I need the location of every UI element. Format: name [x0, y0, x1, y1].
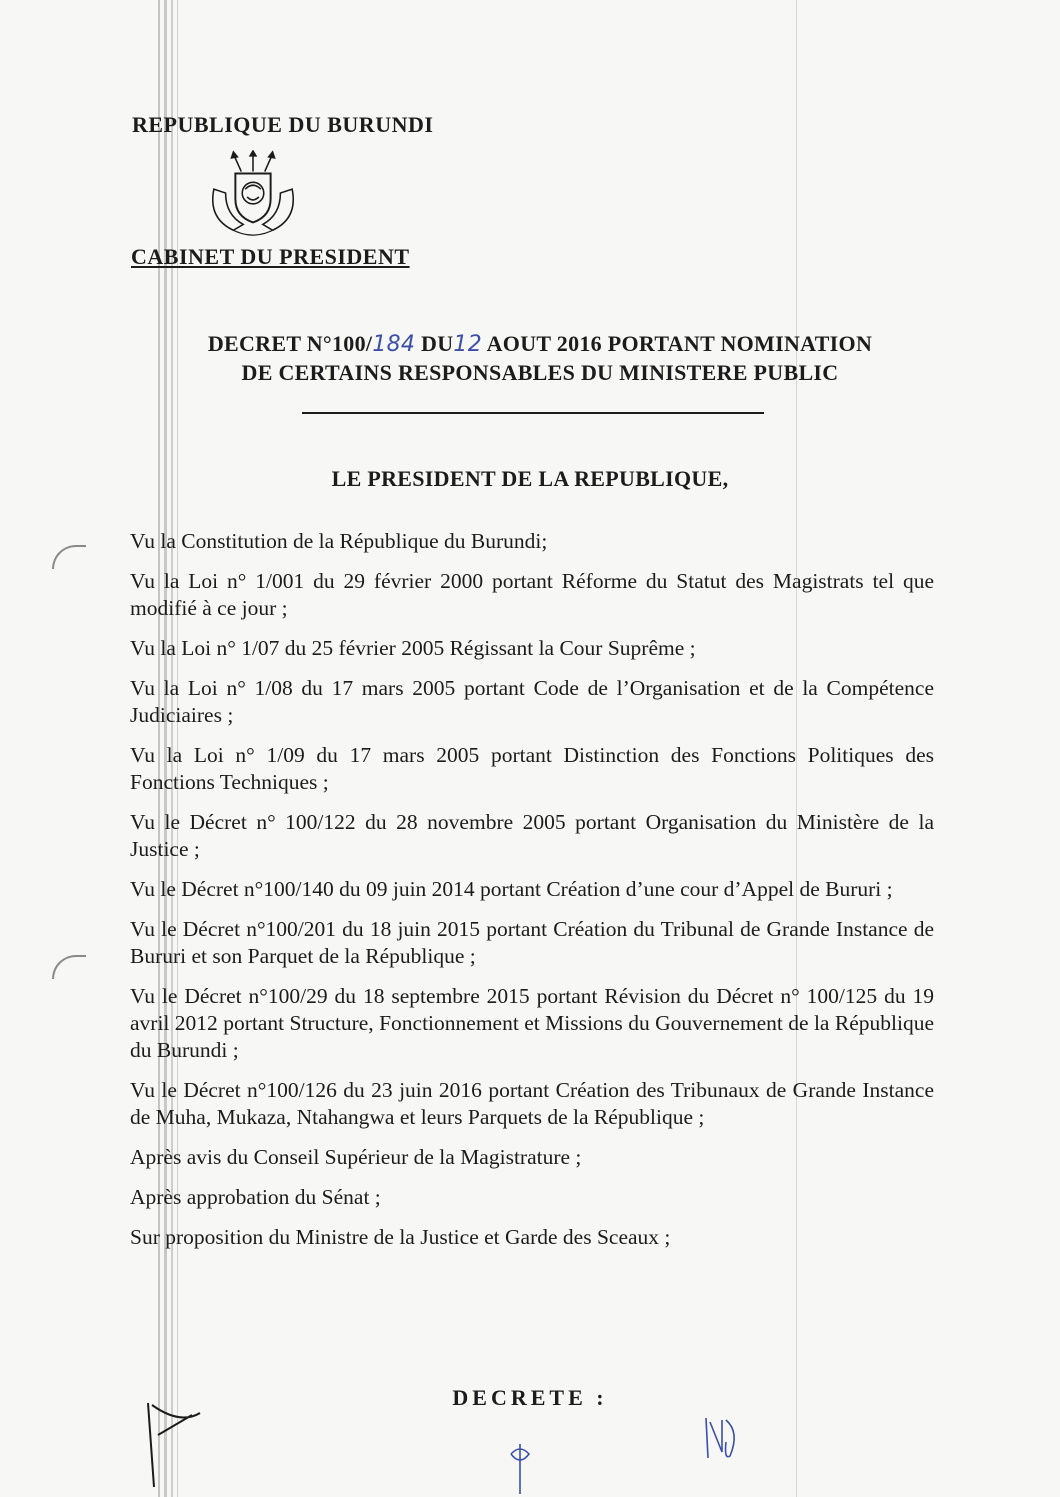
- visa-item: Vu le Décret n°100/29 du 18 septembre 2015 portant Révision du Décret n° 100/125 du 19 avril 2012 portant Structure, Fonctionnement et Missions du Gouvernement de la République du Burundi ;: [130, 984, 934, 1062]
- visa-item: Vu la Loi n° 1/001 du 29 février 2000 portant Réforme du Statut des Magistrats tel que modifié à ce jour ;: [130, 569, 934, 620]
- visa-item: Après avis du Conseil Supérieur de la Magistrature ;: [130, 1145, 582, 1169]
- decree-title: [100, 331, 980, 357]
- title-divider: [302, 412, 764, 414]
- visa-item: Vu le Décret n°100/201 du 18 juin 2015 portant Création du Tribunal de Grande Instance de Bururi et son Parquet de la République ;: [130, 917, 934, 968]
- president-heading: LE PRESIDENT DE LA REPUBLIQUE,: [331, 466, 729, 491]
- decree-title-line2: DE CERTAINS RESPONSABLES DU MINISTERE PUBLIC: [241, 360, 839, 385]
- decree-title-du: DU: [415, 331, 454, 356]
- decree-title-suffix: AOUT 2016 PORTANT NOMINATION: [482, 331, 873, 356]
- visa-item: Vu le Décret n°100/140 du 09 juin 2014 portant Création d’une cour d’Appel de Bururi ;: [130, 877, 893, 901]
- visa-item: Vu la Loi n° 1/07 du 25 février 2005 Régissant la Cour Suprême ;: [130, 636, 696, 660]
- visas-list: [130, 528, 934, 1264]
- decrete-heading: DECRETE :: [452, 1385, 608, 1410]
- handwritten-decree-number: 184: [372, 332, 416, 357]
- visa-item: Vu la Constitution de la République du Burundi;: [130, 529, 548, 553]
- decree-title-prefix: DECRET N°100/: [207, 331, 373, 356]
- visa-item: Vu la Loi n° 1/09 du 17 mars 2005 portant Distinction des Fonctions Politiques des Fonctions Techniques ;: [130, 743, 934, 794]
- republic-heading: REPUBLIQUE DU BURUNDI: [132, 112, 434, 137]
- handwritten-decree-day: 12: [453, 332, 483, 357]
- cabinet-heading: CABINET DU PRESIDENT: [131, 244, 410, 269]
- visa-item: Sur proposition du Ministre de la Justice et Garde des Sceaux ;: [130, 1225, 671, 1249]
- visa-item: Vu le Décret n° 100/122 du 28 novembre 2005 portant Organisation du Ministère de la Justice ;: [130, 810, 934, 861]
- handwritten-initials-blue-icon: [700, 1412, 744, 1464]
- handwritten-initials-icon: [140, 1395, 210, 1495]
- punch-hole-mark: [52, 545, 86, 569]
- coat-of-arms-icon: [204, 150, 302, 242]
- visa-item: Après approbation du Sénat ;: [130, 1185, 381, 1209]
- visa-item: Vu la Loi n° 1/08 du 17 mars 2005 portant Code de l’Organisation et de la Compétence Judiciaires ;: [130, 676, 934, 727]
- visa-item: Vu le Décret n°100/126 du 23 juin 2016 portant Création des Tribunaux de Grande Instance de Muha, Mukaza, Ntahangwa et leurs Parquets de la République ;: [130, 1078, 934, 1129]
- handwritten-paraph-icon: [505, 1440, 535, 1496]
- punch-hole-mark: [52, 955, 86, 979]
